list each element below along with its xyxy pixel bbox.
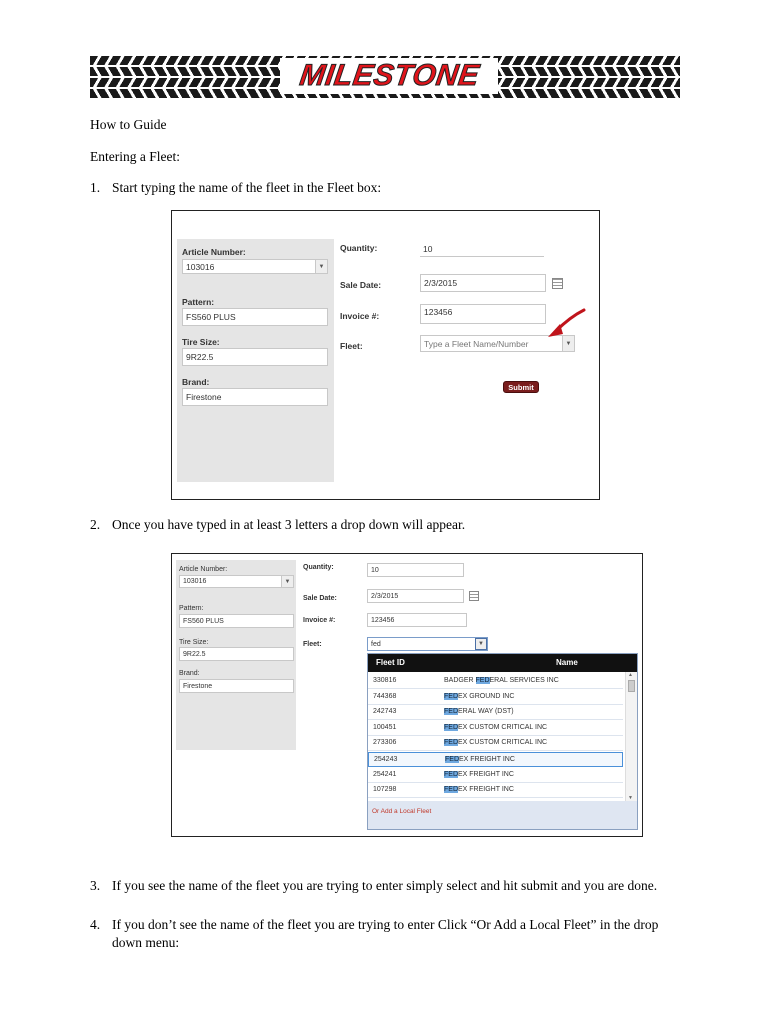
quantity-field[interactable]: 10 [420,241,544,257]
pattern-label: Pattern: [182,297,215,307]
step-4: 4. If you don’t see the name of the fleet you are trying to enter Click “Or Add a Local Fleet” in the drop down menu: [90,917,659,950]
fleet-id: 254243 [374,756,398,763]
step-3: 3. If you see the name of the fleet you are trying to enter simply select and hit submit and you are done. [90,878,658,893]
fleet-name: FEDERAL WAY (DST) [444,708,514,716]
scrollbar-thumb[interactable] [628,680,635,692]
fleet-label: Fleet: [303,641,322,648]
fleet-option-row[interactable] [368,752,623,767]
col-name: Name [556,658,578,667]
invoice-label: Invoice #: [340,311,380,321]
fleet-option-row[interactable] [368,705,623,720]
article-select[interactable]: 103016 ▼ [182,259,328,274]
scroll-down-icon[interactable]: ▼ [628,795,633,801]
invoice-field[interactable]: 123456 [420,304,546,324]
fleet-option-row[interactable] [368,783,623,798]
dropdown-footer [368,801,637,829]
fleet-option-row[interactable] [368,674,623,689]
fleet-label: Fleet: [340,341,363,351]
fleet-id: 242743 [373,708,397,716]
match-highlight: FED [475,677,490,684]
fleet-id: 330816 [373,677,397,684]
fleet-id: 744368 [373,692,397,700]
article-label: Article Number: [182,247,246,257]
section-title: Entering a Fleet: [90,149,180,164]
dropdown-header [368,654,637,672]
red-arrow-icon [544,307,588,341]
dropdown-scrollbar[interactable] [625,672,637,802]
quantity-field[interactable]: 10 [367,563,464,577]
pattern-label: Pattern: [179,605,204,612]
article-select[interactable]: 103016 ▼ [179,575,294,588]
fleet-name: FEDEX CUSTOM CRITICAL INC [444,723,548,731]
submit-button[interactable]: Submit [503,381,539,393]
fleet-input[interactable]: Type a Fleet Name/Number ▼ [420,335,575,352]
col-fleet-id: Fleet ID [376,658,405,667]
sale-date-label: Sale Date: [340,280,382,290]
chevron-down-icon[interactable]: ▼ [475,638,487,650]
step-1: 1. Start typing the name of the fleet in the Fleet box: [90,180,382,195]
invoice-field[interactable]: 123456 [367,613,467,627]
brand-label: Brand: [182,377,210,387]
milestone-banner [90,50,680,102]
fleet-option-row[interactable] [368,690,623,705]
add-local-fleet-link[interactable]: Or Add a Local Fleet [372,808,432,815]
calendar-icon[interactable] [552,278,563,289]
fleet-name: FEDEX FREIGHT INC [445,756,515,763]
match-highlight: FED [445,756,459,763]
screenshot-fleet-form [171,210,600,500]
fleet-name: BADGER FEDERAL SERVICES INC [444,677,559,684]
fleet-dropdown[interactable] [367,653,638,830]
fleet-option-row[interactable] [368,768,623,783]
scroll-up-icon[interactable]: ▲ [628,672,633,678]
sale-date-field[interactable]: 2/3/2015 [420,274,546,292]
match-highlight: FED [444,739,458,747]
screenshot-fleet-dropdown [171,553,643,837]
step-2: 2. Once you have typed in at least 3 letters a drop down will appear. [90,517,466,532]
tire-size-label: Tire Size: [182,337,220,347]
match-highlight: FED [444,692,458,700]
fleet-option-row[interactable] [368,736,623,751]
sale-date-field[interactable]: 2/3/2015 [367,589,464,603]
fleet-id: 107298 [373,786,397,794]
fleet-input[interactable]: fed ▼ [367,637,488,651]
brand-label: Brand: [179,670,200,677]
match-highlight: FED [444,723,458,731]
tire-size-field[interactable]: 9R22.5 [182,348,328,366]
brand-field[interactable]: Firestone [179,679,294,693]
fleet-name: FEDEX FREIGHT INC [444,770,514,778]
milestone-logo: MILESTONE [280,58,498,94]
pattern-field[interactable]: FS560 PLUS [179,614,294,628]
pattern-field[interactable]: FS560 PLUS [182,308,328,326]
chevron-down-icon[interactable]: ▼ [315,260,327,273]
sale-date-label: Sale Date: [303,595,337,602]
fleet-option-row[interactable] [368,721,623,736]
fleet-id: 254241 [373,770,397,778]
chevron-down-icon[interactable]: ▼ [281,576,293,587]
invoice-label: Invoice #: [303,617,336,624]
tire-size-label: Tire Size: [179,639,209,646]
match-highlight: FED [444,770,458,778]
match-highlight: FED [444,786,458,794]
quantity-label: Quantity: [340,243,378,253]
chevron-down-icon[interactable]: ▼ [562,336,574,351]
tire-size-field[interactable]: 9R22.5 [179,647,294,661]
fleet-id: 273306 [373,739,397,747]
fleet-name: FEDEX FREIGHT INC [444,786,514,794]
article-label: Article Number: [179,566,228,573]
quantity-label: Quantity: [303,564,334,571]
calendar-icon[interactable] [469,591,479,601]
fleet-name: FEDEX CUSTOM CRITICAL INC [444,739,548,747]
fleet-name: FEDEX GROUND INC [444,692,515,700]
fleet-id: 100451 [373,723,397,731]
guide-title: How to Guide [90,117,167,132]
brand-field[interactable]: Firestone [182,388,328,406]
match-highlight: FED [444,708,458,716]
